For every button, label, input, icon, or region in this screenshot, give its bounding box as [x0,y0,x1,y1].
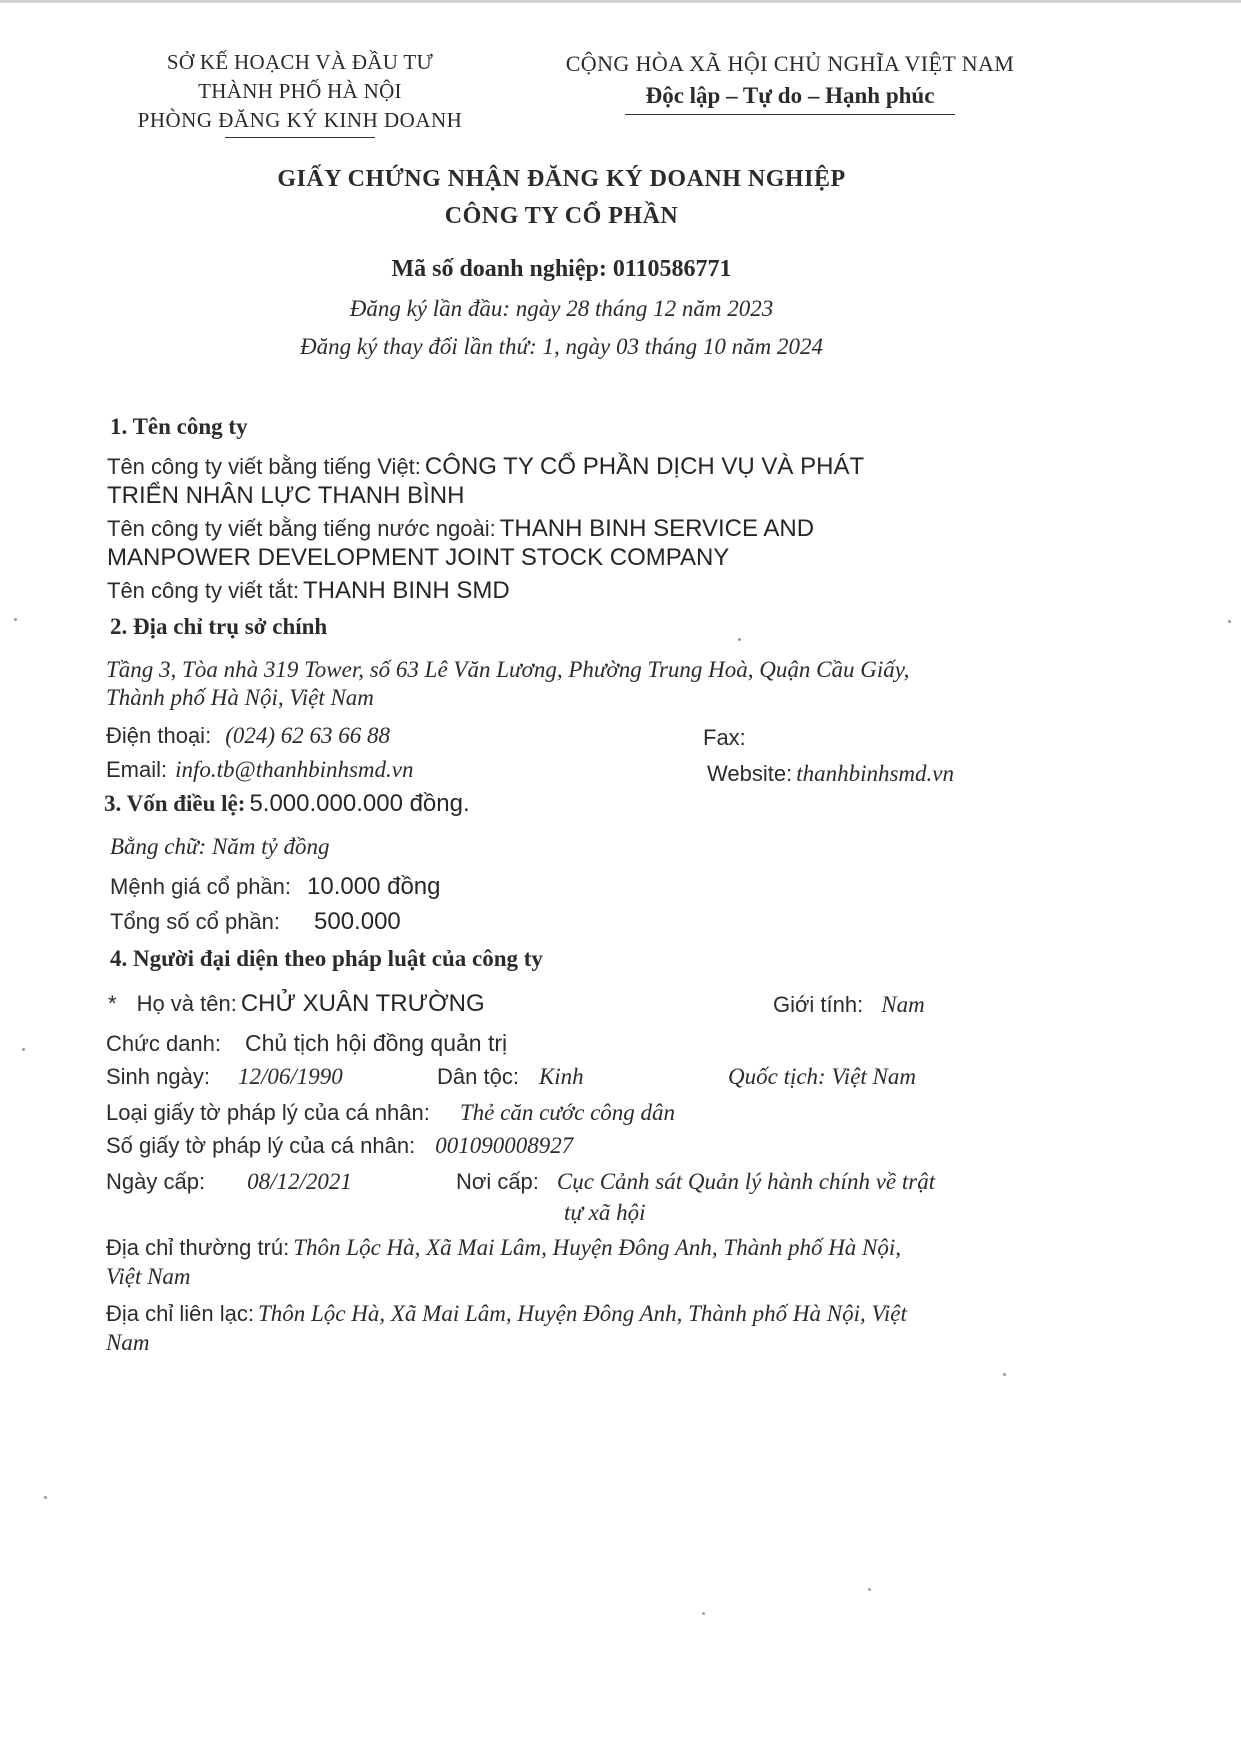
capital-in-words: Bằng chữ: Năm tỷ đồng [110,834,330,859]
contact-address-row [106,1301,907,1327]
contact-address-label: Địa chỉ liên lạc: [106,1301,254,1326]
issuer-underline [225,137,375,138]
dob-label: Sinh ngày: [106,1064,210,1089]
id-type-label: Loại giấy tờ pháp lý của cá nhân: [106,1100,430,1125]
scan-top-edge [0,0,1241,3]
vn-name-value-1: CÔNG TY CỔ PHẦN DỊCH VỤ VÀ PHÁT [424,453,865,480]
short-name-label: Tên công ty viết tắt: [107,578,299,603]
permanent-address-value-1: Thôn Lộc Hà, Xã Mai Lâm, Huyện Đông Anh, Thành phố Hà Nội, [293,1235,902,1260]
capital-value: 5.000.000.000 đồng. [249,790,470,817]
website-label: Website: [707,761,793,786]
nation-header [530,48,1050,115]
rep-name-value: CHỬ XUÂN TRƯỜNG [240,990,485,1017]
nationality: Quốc tịch: Việt Nam [728,1064,916,1089]
document-title-line-2: CÔNG TY CỔ PHẦN [444,203,679,229]
nation-motto: Độc lập – Tự do – Hạnh phúc [645,83,935,108]
permanent-address-row [106,1235,901,1261]
scan-speck [738,638,741,641]
ethnic-value: Kinh [538,1064,584,1089]
vn-name-value-2: TRIỂN NHÂN LỰC THANH BÌNH [107,482,465,509]
position-value: Chủ tịch hội đồng quản trị [245,1030,508,1056]
total-shares-value: 500.000 [314,908,401,935]
par-value: 10.000 đồng [307,873,441,900]
ethnic-row [437,1064,584,1090]
dob-value: 12/06/1990 [237,1064,343,1089]
bullet-marker: * [108,991,117,1016]
foreign-name-label: Tên công ty viết bằng tiếng nước ngoài: [107,516,496,541]
total-shares-label: Tổng số cổ phần: [110,909,281,934]
rep-name-row [108,990,485,1018]
id-number-value: 001090008927 [435,1133,574,1158]
foreign-name-row [107,515,814,543]
vn-name-row [107,453,864,481]
contact-address-value-1: Thôn Lộc Hà, Xã Mai Lâm, Huyện Đông Anh, Thành phố Hà Nội, Việt [257,1301,907,1326]
phone-value: (024) 62 63 66 88 [225,723,391,748]
id-type-row [106,1100,675,1126]
position-row [106,1030,507,1057]
scan-speck [22,1048,25,1051]
gender-value: Nam [881,992,925,1017]
issuer-line-2: THÀNH PHỐ HÀ NỘI [198,79,402,103]
website-value: thanhbinhsmd.vn [796,761,954,786]
par-value-label: Mệnh giá cổ phần: [110,874,292,899]
scan-speck [1228,620,1231,623]
address-line-2: Thành phố Hà Nội, Việt Nam [106,685,374,710]
email-row [106,757,414,783]
change-registration: Đăng ký thay đổi lần thứ: 1, ngày 03 tháng 10 năm 2024 [300,334,823,359]
vn-name-label: Tên công ty viết bằng tiếng Việt: [107,454,421,479]
issue-date-label: Ngày cấp: [106,1169,206,1194]
section-4-heading: 4. Người đại diện theo pháp luật của công ty [110,946,543,971]
par-value-row [110,873,441,901]
ethnic-label: Dân tộc: [437,1064,519,1089]
foreign-name-value-1: THANH BINH SERVICE AND [499,515,815,542]
issue-place-label: Nơi cấp: [456,1169,539,1194]
issue-date-value: 08/12/2021 [247,1169,352,1194]
short-name-value: THANH BINH SMD [302,577,510,604]
scan-speck [702,1612,705,1615]
short-name-row [107,577,510,605]
document-title-line-1: GIẤY CHỨNG NHẬN ĐĂNG KÝ DOANH NGHIỆP [277,166,846,192]
issue-place-value-2: tự xã hội [564,1200,646,1225]
position-label: Chức danh: [106,1031,222,1056]
email-label: Email: [106,757,168,782]
issuer-line-3: PHÒNG ĐĂNG KÝ KINH DOANH [137,108,463,132]
phone-row [106,723,390,749]
section-3-heading: 3. Vốn điều lệ: [104,791,246,816]
total-shares-row [110,908,401,936]
id-number-row [106,1133,573,1159]
website-row [707,761,954,787]
id-number-label: Số giấy tờ pháp lý của cá nhân: [106,1133,416,1158]
dob-row [106,1064,343,1090]
gender-row [773,992,925,1018]
fax-label: Fax: [703,725,746,750]
email-value: info.tb@thanhbinhsmd.vn [175,757,414,782]
scan-speck [14,618,17,621]
section-2-heading: 2. Địa chỉ trụ sở chính [110,614,328,639]
first-registration: Đăng ký lần đầu: ngày 28 tháng 12 năm 2023 [349,296,774,321]
issuer-line-1: SỞ KẾ HOẠCH VÀ ĐẦU TƯ [166,50,434,74]
enterprise-code: Mã số doanh nghiệp: 0110586771 [391,256,732,282]
scan-speck [44,1496,47,1499]
nation-name: CỘNG HÒA XÃ HỘI CHỦ NGHĨA VIỆT NAM [565,51,1015,76]
permanent-address-label: Địa chỉ thường trú: [106,1235,290,1260]
permanent-address-value-2: Việt Nam [106,1264,191,1289]
rep-name-label: Họ và tên: [136,991,237,1016]
address-line-1: Tầng 3, Tòa nhà 319 Tower, số 63 Lê Văn Lương, Phường Trung Hoà, Quận Cầu Giấy, [106,657,910,682]
issue-place-row [456,1169,935,1195]
issuer-header [100,48,500,138]
motto-underline [625,114,955,115]
issue-place-value-1: Cục Cảnh sát Quản lý hành chính về trật [556,1169,936,1194]
capital-row [104,790,470,818]
gender-label: Giới tính: [773,992,864,1017]
id-type-value: Thẻ căn cước công dân [459,1100,676,1125]
scan-speck [868,1588,871,1591]
scan-speck [1003,1373,1006,1376]
foreign-name-value-2: MANPOWER DEVELOPMENT JOINT STOCK COMPANY [107,544,730,571]
section-1-heading: 1. Tên công ty [110,414,248,439]
contact-address-value-2: Nam [106,1330,150,1355]
issue-date-row [106,1169,352,1195]
phone-label: Điện thoại: [106,723,212,748]
